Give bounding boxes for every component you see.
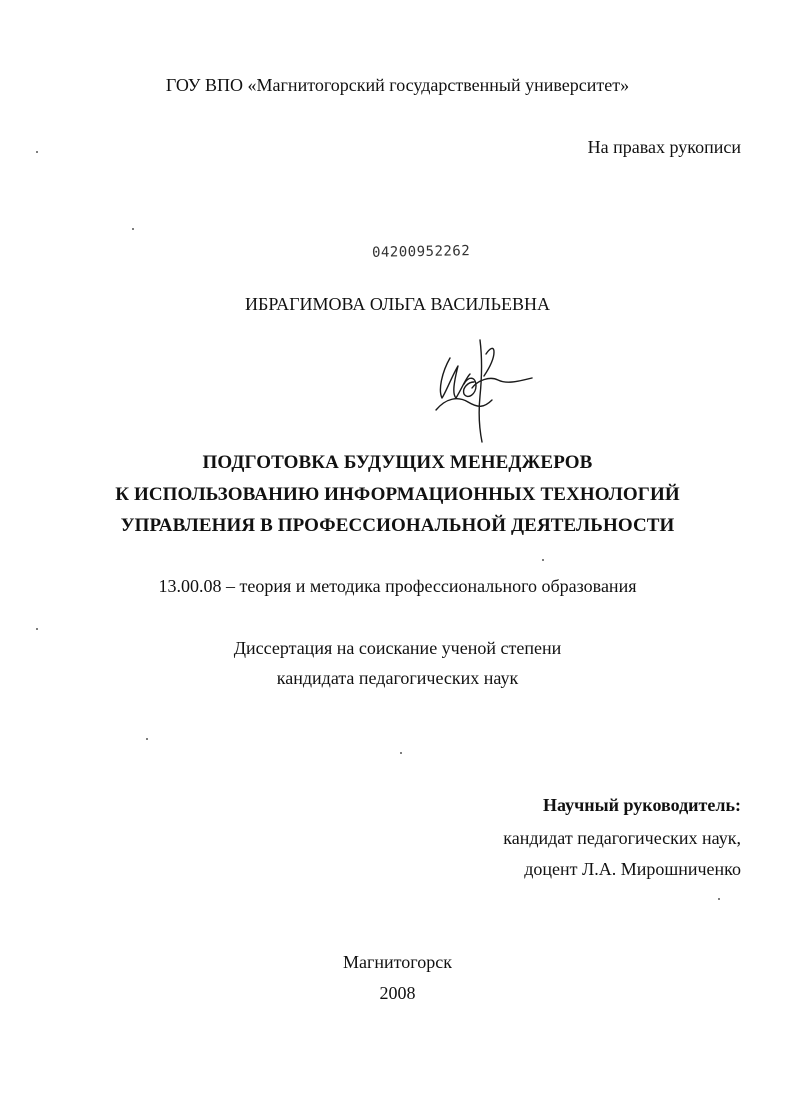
- title-line-1: ПОДГОТОВКА БУДУЩИХ МЕНЕДЖЕРОВ: [202, 452, 593, 473]
- scan-speck: [718, 898, 720, 900]
- scan-speck: [36, 628, 38, 630]
- author-name: ИБРАГИМОВА ОЛЬГА ВАСИЛЬЕВНА: [245, 294, 550, 314]
- scan-speck: [132, 228, 134, 230]
- signature-stroke: [440, 358, 470, 398]
- title-line-3: УПРАВЛЕНИЯ В ПРОФЕССИОНАЛЬНОЙ ДЕЯТЕЛЬНОСТИ: [120, 515, 675, 536]
- signature-stroke: [436, 399, 492, 410]
- signature-stroke: [464, 378, 476, 396]
- degree-line-2: кандидата педагогических наук: [276, 668, 519, 688]
- supervisor-name: доцент Л.А. Мирошниченко: [524, 859, 741, 879]
- serial-number: 04200952262: [371, 243, 471, 261]
- specialty-code: 13.00.08 – теория и методика профессионального образования: [158, 576, 637, 596]
- author-signature: [428, 336, 538, 446]
- signature-stroke: [479, 340, 482, 442]
- supervisor-heading: Научный руководитель:: [543, 795, 741, 815]
- title-line-2: К ИСПОЛЬЗОВАНИЮ ИНФОРМАЦИОННЫХ ТЕХНОЛОГИЙ: [115, 484, 680, 505]
- degree-line-1: Диссертация на соискание ученой степени: [233, 638, 562, 658]
- city: Магнитогорск: [343, 952, 452, 972]
- scan-speck: [542, 559, 544, 561]
- signature-stroke: [484, 348, 494, 376]
- scan-speck: [146, 738, 148, 740]
- supervisor-degree: кандидат педагогических наук,: [503, 828, 741, 848]
- rights-note: На правах рукописи: [587, 137, 741, 157]
- institution-name: ГОУ ВПО «Магнитогорский государственный университет»: [165, 75, 630, 95]
- scan-speck: [36, 151, 38, 153]
- scan-speck: [400, 752, 402, 754]
- year: 2008: [379, 983, 416, 1003]
